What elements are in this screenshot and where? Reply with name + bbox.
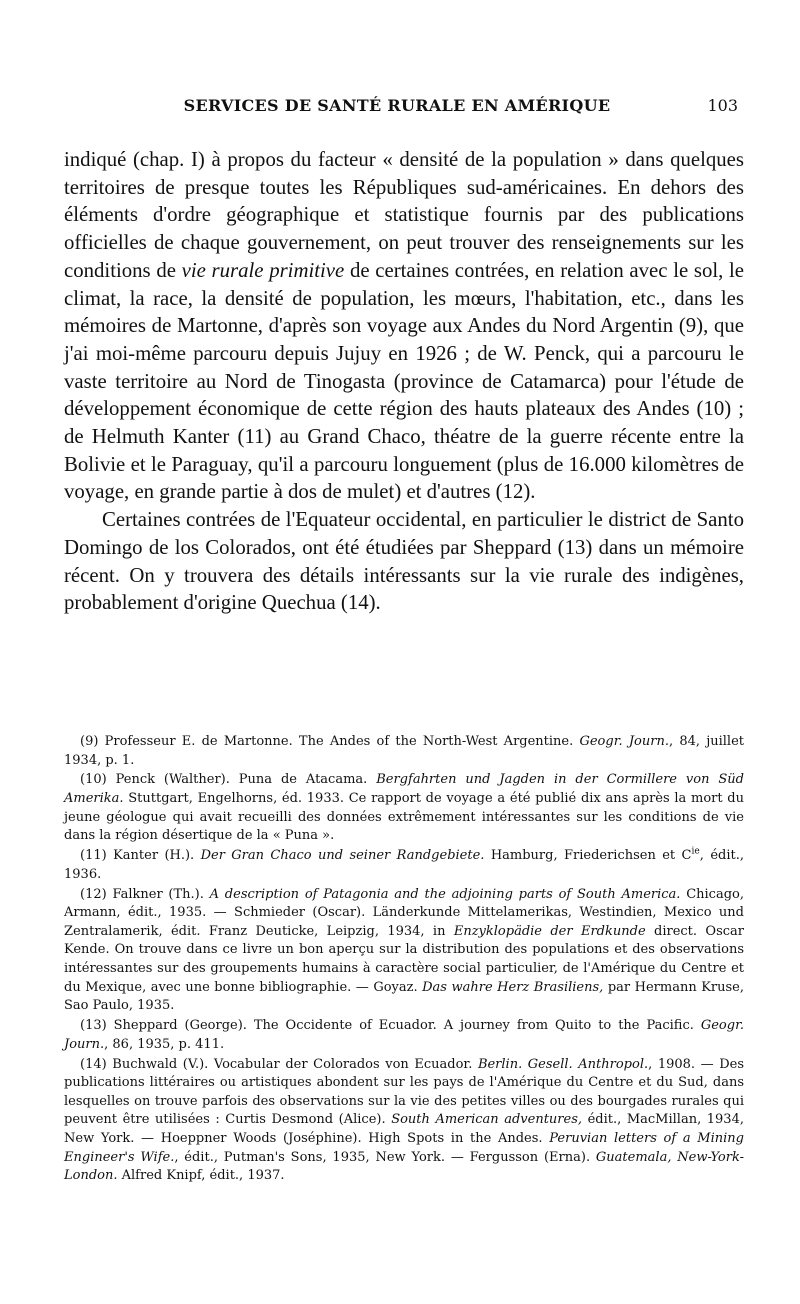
footnote-10-rest: Stuttgart, Engelhorns, éd. 1933. Ce rapport de voyage a été publié dix ans après la mort du jeune géologue qui avait recueilli des données extrêmement intéressantes sur les conditions de vie dans la région désertique de la « Puna ». [64, 791, 744, 844]
footnote-12-part-b: Chicago, Armann, édit., 1935. — Schmieder (Oscar). Länderkunde Mittelamerikas, Westindien, Mexico und Zentralamerik, édit. Franz Deuticke, Leipzig, 1934, in [64, 886, 744, 939]
footnote-14-part-c: édit., MacMillan, 1934, New York. — Hoeppner Woods (Joséphine). High Spots in the Andes. [64, 1112, 744, 1146]
footnote-14-title-1: South American adventures, [391, 1112, 583, 1128]
footnote-13-text: (13) Sheppard (George). The Occidente of Ecuador. A journey from Quito to the Pacific. [80, 1018, 701, 1034]
footnote-11-text: (11) Kanter (H.). [80, 848, 201, 864]
footnote-12-title-2: Enzyklopädie der Erdkunde [453, 923, 646, 939]
footnote-14-part-e: Alfred Knipf, édit., 1937. [117, 1168, 285, 1184]
footnote-12 [64, 886, 744, 1016]
footnote-13 [64, 1017, 744, 1054]
main-text [64, 146, 744, 617]
footnote-11-publisher: Hamburg, Friederichsen et C [484, 848, 692, 864]
footnote-9-text: (9) Professeur E. de Martonne. The Andes of the North-West Argentine. [80, 734, 580, 749]
footnote-9-journal: Geogr. Journ. [579, 734, 669, 749]
footnote-14-journal: Berlin. Gesell. Anthropol. [477, 1056, 649, 1072]
page-header [60, 96, 738, 126]
footnote-11-title: Der Gran Chaco und seiner Randgebiete. [200, 848, 485, 864]
footnote-13-rest: , 86, 1935, p. 411. [104, 1036, 225, 1052]
footnote-11 [64, 847, 744, 884]
footnote-10-text: (10) Penck (Walther). Puna de Atacama. [80, 772, 377, 788]
paragraph-1-part-b: de certaines contrées, en relation avec le sol, le climat, la race, la densité de population, les mœurs, l'habitation, etc., dans les mémoires de Martonne, d'après son voyage aux Andes du Nord Argentin (9), que j'ai moi-même parcouru depuis Jujuy en 1926 ; de W. Penck, qui a parcouru le vaste territoire au Nord de Tinogasta (province de Catamarca) pour l'étude de développement économique de cette région des hauts plateaux des Andes (10) ; de Helmuth Kanter (11) au Grand Chaco, théatre de la guerre récente entre la Bolivie et le Paraguay, qu'il a parcouru longuement (plus de 16.000 kilomètres de voyage, en grande partie à dos de mulet) et d'autres (12). [64, 258, 745, 504]
footnote-12-title-1: A description of Patagonia and the adjoining parts of South America. [209, 886, 681, 902]
paragraph-1-part-a: indiqué (chap. I) à propos du facteur « densité de la population » dans quelques territoires de presque toutes les Républiques sud-américaines. En dehors des éléments d'ordre géographique et statistique fournis par des publications officielles de chaque gouvernement, on peut trouver des renseignements sur les conditions de [64, 148, 744, 282]
page-number: 103 [707, 96, 738, 115]
footnote-11-superscript: ie [691, 846, 700, 857]
footnote-14-text: (14) Buchwald (V.). Vocabular der Colorados von Ecuador. [80, 1056, 478, 1072]
footnote-11-rest: , édit., 1936. [64, 848, 744, 882]
footnote-14-part-d: , édit., Putman's Sons, 1935, New York. — Fergusson (Erna). [174, 1149, 596, 1165]
footnote-12-title-3: Das wahre Herz Brasiliens, [422, 979, 604, 995]
footnote-9 [64, 733, 744, 770]
footnote-10 [64, 771, 744, 845]
footnote-14 [64, 1056, 744, 1186]
footnote-12-text: (12) Falkner (Th.). [80, 886, 210, 902]
footnote-14-title-3: Guatemala, New-York-London. [64, 1149, 744, 1184]
footnote-12-part-c: direct. Oscar Kende. On trouve dans ce livre un bon aperçu sur la distribution des populations et des observations intéressantes sur des groupements humains à caractère social particulier, de l'Amérique du Centre et du Mexique, avec une bonne bibliographie. — Goyaz. [64, 923, 744, 995]
paragraph-1 [64, 146, 744, 506]
footnote-14-title-2: Peruvian letters of a Mining Engineer's Wife. [64, 1130, 745, 1165]
footnote-12-part-d: par Hermann Kruse, Sao Paulo, 1935. [64, 979, 745, 1014]
paragraph-2: Certaines contrées de l'Equateur occidental, en particulier le district de Santo Domingo de los Colorados, ont été étudiées par Sheppard (13) dans un mémoire récent. On y trouvera des détails intéressants sur la vie rurale des indigènes, probablement d'origine Quechua (14). [64, 508, 744, 615]
running-title: SERVICES DE SANTÉ RURALE EN AMÉRIQUE [183, 96, 611, 115]
footnote-14-part-b: , 1908. — Des publications littéraires ou artistiques abondent sur les pays de l'Amérique du Centre et du Sud, dans lesquelles on trouve parfois des observations sur la vie des petites villes ou des bourgades rurales qui peuvent être utilisées : Curtis Desmond (Alice). [64, 1056, 744, 1128]
footnote-9-rest: , 84, juillet 1934, p. 1. [64, 734, 744, 768]
footnotes [64, 733, 744, 1187]
footnote-13-journal: Geogr. Journ. [64, 1018, 744, 1052]
footnote-10-title: Bergfahrten und Jagden in der Cormillere von Süd Amerika. [64, 772, 744, 807]
paragraph-1-emphasis: vie rurale primitive [181, 258, 345, 282]
